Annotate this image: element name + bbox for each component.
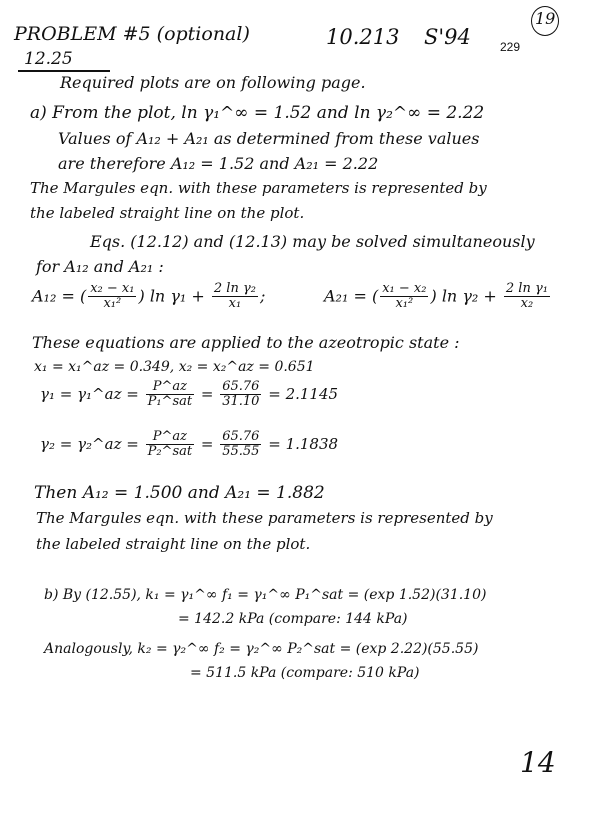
eq-a21-frac2-den: x₂ [520,296,534,312]
term: S'94 [424,25,471,49]
text-line-6: the labeled straight line on the plot. [30,204,305,222]
g2-fraction-1 [146,430,195,460]
text-line-16: Analogously, k₂ = γ₂^∞ f₂ = γ₂^∞ P₂^sat = (exp 2.22)(55.55) [44,641,479,657]
g1-f2-num: 65.76 [222,379,260,394]
eq-a12-fraction-1 [88,282,136,312]
eq-a12-paren-open: ( [79,286,87,306]
text-line-15: = 142.2 kPa (compare: 144 kPa) [178,611,408,627]
problem-number-underline [18,70,110,72]
g1-fraction-2 [220,380,261,410]
text-line-12: The Margules eqn. with these parameters is represented by [36,509,493,527]
text-line-13: the labeled straight line on the plot. [36,535,311,553]
eq-a21-fraction-2 [504,282,550,312]
text-line-2: a) From the plot, ln γ₁^∞ = 1.52 and ln γ₂^∞ = 2.22 [30,103,485,123]
eq-a21-fraction-1 [380,282,428,312]
equation-a21 [324,282,552,312]
eq-a12-frac1-num: x₂ − x₁ [90,281,135,296]
equation-a12: A₁₂ = ( $\frac{\text{x₂ − x₁}}{\text{x₁²}}$ ) ln γ₁ + $\frac{\text{2 ln γ₂}}{\text{x₁}}$ ; [32,281,266,312]
g2-f1-den: P₂^sat [147,444,193,460]
text-line-10: x₁ = x₁^az = 0.349, x₂ = x₂^az = 0.651 [34,359,315,375]
text-line-9: These equations are applied to the azeotropic state : [32,333,460,352]
eq-a12-lhs: A₁₂ = [32,286,75,306]
text-line-5: The Margules eqn. with these parameters is represented by [30,179,487,197]
circled-number: 19 [535,9,556,28]
eq-a12-mid: ln γ₁ + [149,286,205,306]
eq-a12-fraction-2 [212,282,258,312]
eq-a21-frac2-num: 2 ln γ₁ [505,281,548,296]
text-line-7: Eqs. (12.12) and (12.13) may be solved simultaneously [90,232,535,251]
g1-result: = 2.1145 [268,384,339,403]
text-line-17: = 511.5 kPa (compare: 510 kPa) [190,665,420,681]
page-number: 14 [520,746,556,779]
text-line-11: Then A₁₂ = 1.500 and A₂₁ = 1.882 [34,483,325,503]
g1-f1-den: P₁^sat [147,394,193,410]
eq-a21-frac1-num: x₁ − x₂ [382,281,427,296]
eq-a21-mid: ln γ₂ + [441,286,497,306]
text-line-3: Values of A₁₂ + A₂₁ as determined from these values [58,129,480,148]
eq-a21-lhs: A₂₁ = [324,286,367,306]
printed-page-number: 229 [500,40,521,54]
eq-a12-frac2-den: x₁ [228,296,242,312]
g2-f1-num: P^az [146,430,195,445]
eq-a21-paren-open: ( [371,286,379,306]
g1-fraction-1 [146,380,195,410]
problem-number: 12.25 [24,49,73,69]
eq-a12-paren-close: ) [138,286,145,306]
g2-result: = 1.1838 [268,434,339,453]
text-line-8: for A₁₂ and A₂₁ : [36,257,164,276]
g1-f2-den: 31.10 [222,394,260,410]
g2-f2-num: 65.76 [222,429,260,444]
course-number: 10.213 [326,25,400,49]
problem-title: PROBLEM #5 (optional) [14,23,250,45]
text-line-14: b) By (12.55), k₁ = γ₁^∞ f₁ = γ₁^∞ P₁^sat = (exp 1.52)(31.10) [44,587,487,603]
g2-f2-den: 55.55 [222,444,260,460]
eq-a12-frac2-num: 2 ln γ₂ [213,281,256,296]
g1-f1-num: P^az [146,380,195,395]
eq-a21-frac1-den: x₁² [395,296,414,312]
g2-fraction-2 [220,430,261,460]
text-line-4: are therefore A₁₂ = 1.52 and A₂₁ = 2.22 [58,154,379,173]
g1-lhs: γ₁ = γ₁^az = [40,384,139,403]
eq-a12-frac1-den: x₁² [103,296,122,312]
equation-gamma1 [40,380,338,410]
g2-lhs: γ₂ = γ₂^az = [40,434,139,453]
g2-eq: = [200,434,214,453]
g1-eq: = [200,384,214,403]
text-line-1: Required plots are on following page. [60,73,366,92]
eq-a21-paren-close: ) [430,286,437,306]
equation-gamma2 [40,430,338,460]
